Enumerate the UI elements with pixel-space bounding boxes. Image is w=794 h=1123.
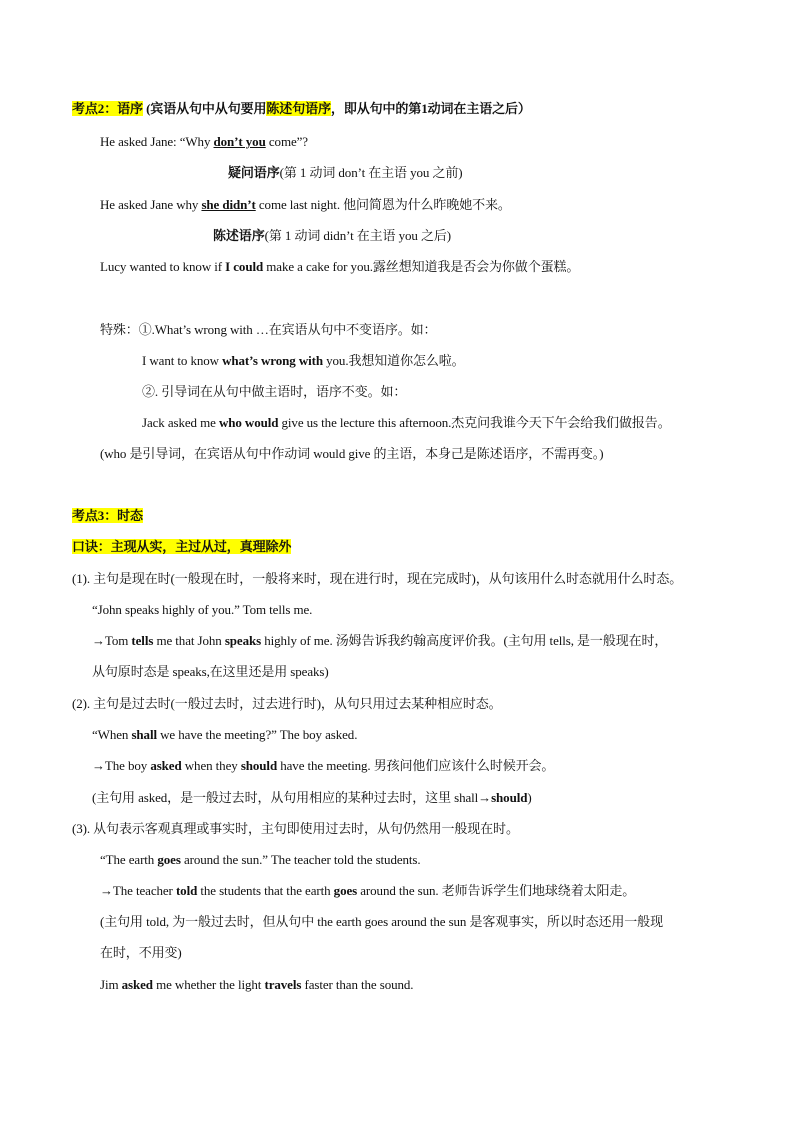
question-order-label: 疑问语序 [228,165,280,180]
r2-note-b: should [491,790,528,805]
r3-ex2-d: goes [333,883,358,898]
special-1-text: ①.What’s wrong with …在宾语从句中不变语序。如： [138,322,437,337]
example-1-post: come”? [265,134,308,149]
rule-3-example-2 [100,882,635,900]
example-1-note-text: (第 1 动词 don’t 在主语 you 之前) [279,165,463,180]
r3-ex3-a: Jim [100,977,122,992]
r2-ex2-e: have the meeting. 男孩问他们应该什么时候开会。 [277,758,555,773]
rule-2-note [92,789,532,807]
r2-ex2-d: should [240,758,278,773]
section2-heading [72,100,531,118]
rule-3-note: (主句用 told, 为一般过去时，但从句中 the earth goes around the sun 是客观事实，所以时态还用一般现 [100,914,663,929]
r3-ex1-c: around the sun.” The teacher told the students. [180,852,421,867]
rule-3-example-3 [100,976,413,994]
r2-ex1-c: we have the meeting?” The boy asked. [156,727,358,742]
r2-ex1-a: “When [92,727,132,742]
rule-2-example-2 [92,757,554,775]
rule-1-example-2 [92,632,667,650]
example-3-post: make a cake for you.露丝想知道我是否会为你做个蛋糕。 [263,259,580,274]
rule-3-note-cont: 在时，不用变) [100,945,182,960]
r3-ex3-d: travels [264,977,302,992]
r2-ex2-c: when they [181,758,241,773]
example-1-bold: don’t you [213,134,266,149]
example-2 [100,196,511,214]
rule-1-example-1: “John speaks highly of you.” Tom tells me. [92,602,313,617]
r3-ex2-a: →The teacher [100,883,176,898]
example-2-post: come last night. 他问简恩为什么昨晚她不来。 [255,197,511,212]
rule-1-example-2-cont: 从句原时态是 speaks,在这里还是用 speaks) [92,664,329,679]
r1-ex2-a: →Tom [92,633,132,648]
r3-ex1-a: “The earth [100,852,158,867]
r2-ex1-b: shall [131,727,157,742]
section2-heading-post: ，即从句中的第1动词在主语之后） [330,101,531,116]
r2-note-c: ) [527,790,532,805]
example-2-note-text: (第 1 动词 didn’t 在主语 you 之后) [264,228,451,243]
r1-ex2-b: tells [131,633,154,648]
mnemonic [72,538,291,556]
r3-ex2-b: told [175,883,198,898]
rule-3-example-1 [100,851,421,869]
r1-ex2-c: me that John [153,633,225,648]
r2-ex2-a: →The boy [92,758,151,773]
example-2-bold: she didn’t [201,197,256,212]
r3-ex2-c: the students that the earth [197,883,334,898]
statement-order-label: 陈述语序 [213,228,265,243]
special-2-example-post: give us the lecture this afternoon.杰克问我谁今天下午会给我们做报告。 [278,415,671,430]
r3-ex3-c: me whether the light [152,977,265,992]
r3-ex2-e: around the sun. 老师告诉学生们地球绕着太阳走。 [357,883,636,898]
example-1 [100,133,308,151]
rule-1: (1). 主句是现在时(一般现在时，一般将来时，现在进行时，现在完成时)，从句该用什么时态就用什么时态。 [72,571,683,586]
r2-note-a: (主句用 asked，是一般过去时，从句用相应的某种过去时，这里 shall→ [92,790,492,805]
r3-ex3-b: asked [121,977,153,992]
special-2-example-bold: who would [218,415,279,430]
rule-3: (3). 从句表示客观真理或事实时，主句即使用过去时，从句仍然用一般现在时。 [72,821,519,836]
special-2-example-pre: Jack asked me [142,415,219,430]
rule-2-example-1 [92,726,357,744]
mnemonic-text: 口诀：主现从实，主过从过，真理除外 [72,539,292,554]
example-3 [100,258,579,276]
special-2: ②. 引导词在从句中做主语时，语序不变。如： [142,384,407,399]
r1-ex2-e: highly of me. 汤姆告诉我约翰高度评价我。(主句用 tells, 是一般现在时， [261,633,668,648]
special-1-example [142,352,465,370]
example-2-pre: He asked Jane why [100,197,202,212]
section2-heading-highlight: 陈述句语序 [266,101,331,116]
special-1-example-post: you.我想知道你怎么啦。 [322,353,465,368]
example-3-pre: Lucy wanted to know if [100,259,226,274]
example-3-bold: I could [225,259,264,274]
section3-heading-text: 考点3：时态 [72,508,143,523]
special-1-example-pre: I want to know [142,353,223,368]
special-1-example-bold: what’s wrong with [222,353,323,368]
rule-2: (2). 主句是过去时(一般过去时，过去进行时)，从句只用过去某种相应时态。 [72,696,502,711]
section2-heading-label: 考点2：语序 [72,101,143,116]
r1-ex2-d: speaks [224,633,262,648]
example-1-note [228,164,462,182]
special-label: 特殊： [100,322,139,337]
r3-ex1-b: goes [157,852,181,867]
r3-ex3-e: faster than the sound. [301,977,414,992]
example-2-note [213,227,451,245]
r2-ex2-b: asked [150,758,182,773]
section3-heading [72,507,143,525]
section2-heading-pre: (宾语从句中从句要用 [146,101,267,116]
special-2-example [142,414,671,432]
example-1-pre: He asked Jane: “Why [100,134,214,149]
special-1 [100,321,436,339]
special-2-note: (who 是引导词，在宾语从句中作动词 would give 的主语，本身己是陈述语序，不需再变。) [100,446,604,461]
